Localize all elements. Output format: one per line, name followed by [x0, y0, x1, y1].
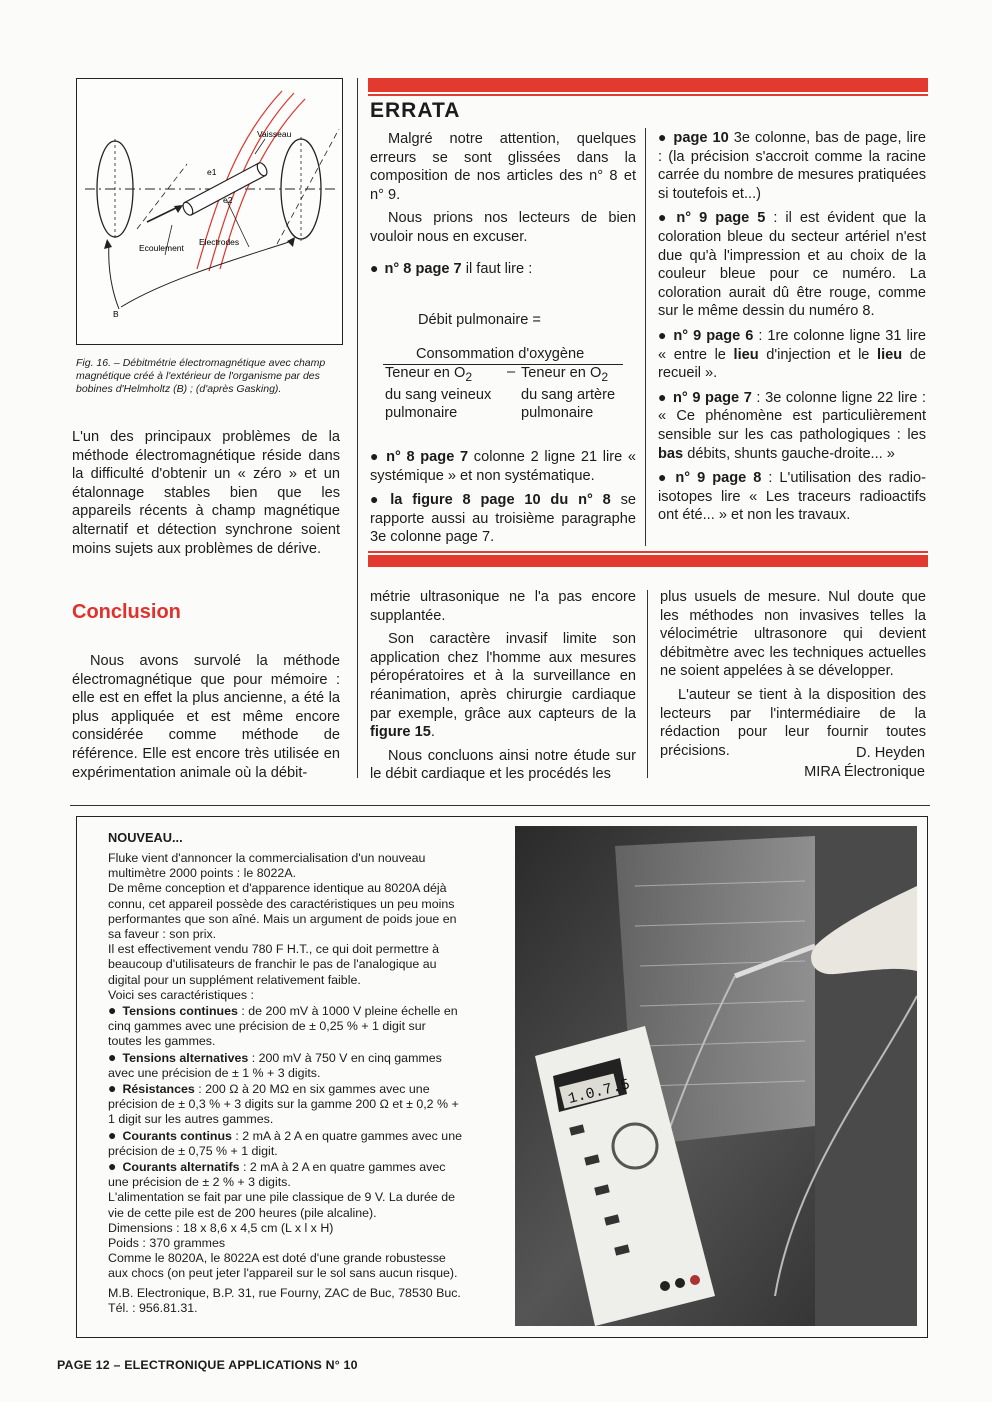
middle-paragraph-2-b: . [430, 724, 435, 741]
left-paragraph-2: Nous avons survolé la méthode électromagnétique que pour mémoire : elle est en effet la plus ancienne, a été la plus appliquée et est même encore considérée comme méthode de référence. Elle est encore très utilisée en expérimentation animale où la débit- [72, 653, 340, 781]
left-paragraph-1: L'un des principaux problèmes de la méthode électromagnétique réside dans la difficulté d'obtenir un « zéro » et un étalonnage stables bien que les appareils récents à champ magnétique alternatif et détection synchrone soient moins sujets aux problèmes de dérive. [72, 429, 340, 557]
errata-item-5-ref: n° 9 page 5 [676, 210, 766, 227]
errata-item-6-b1: lieu [733, 346, 759, 363]
den-right-3: pulmonaire [521, 404, 594, 421]
spec-ac-current-label: Courants alternatifs [122, 1160, 240, 1175]
errata-item-3-text: se rapporte aussi au troisième paragraphe 3e colonne page 7. [370, 492, 636, 546]
errata-item-3 [370, 490, 636, 547]
middle-paragraph-2-bold: figure 15 [370, 724, 431, 741]
middle-paragraph-2 [370, 630, 636, 742]
right-column [660, 588, 926, 765]
den-left-3: pulmonaire [385, 404, 458, 421]
errata-item-1 [370, 259, 636, 279]
errata-intro-1: Malgré notre attention, quelques erreurs se sont glissées dans la composition de nos articles des n° 8 et n° 9. [370, 131, 636, 203]
nouveau-p9: M.B. Electronique, B.P. 31, rue Fourny, ZAC de Buc, 78530 Buc. Tél. : 956.81.31. [108, 1285, 461, 1315]
nouveau-p3: Il est effectivement vendu 780 F H.T., ce qui doit permettre à beaucoup d'utilisateurs de franchir le pas de l'analogique au digital pour un supplément relativement faible. [108, 942, 440, 987]
formula-minus: – [507, 364, 516, 380]
nouveau-text [108, 851, 462, 1316]
errata-item-7-ref: n° 9 page 7 [673, 389, 752, 406]
middle-paragraph-1: métrie ultrasonique ne l'a pas encore supplantée. [370, 589, 636, 624]
spec-ac-current [108, 1159, 462, 1190]
errata-column-rule [645, 128, 646, 546]
section-divider [70, 805, 930, 806]
nouveau-p7: Poids : 370 grammes [108, 1236, 226, 1251]
errata-item-7-a: : 3e colonne ligne 22 lire : « Ce phénomène est particulièrement sensible sur les cas pathologiques : les [658, 389, 926, 443]
label-vaisseau: Vaisseau [257, 129, 292, 139]
formula-den-right [521, 364, 615, 422]
errata-item-5 [658, 208, 926, 321]
nouveau-p8: Comme le 8020A, le 8022A est doté d'une grande robustesse aux chocs (on peut jeter l'appareil sur le sol sans aucun risque). [108, 1251, 458, 1281]
column-rule-2 [647, 590, 648, 778]
den-left-2: du sang veineux [385, 386, 492, 403]
errata-item-7 [658, 388, 926, 463]
den-right-2: du sang artère [521, 386, 616, 403]
spec-dc-voltage-text: : de 200 mV à 1000 V pleine échelle en cinq gammes avec une précision de ± 0,25 % + 1 digit sur toutes les gammes. [108, 1004, 458, 1049]
author-company: MIRA Électronique [804, 764, 925, 780]
helmholtz-diagram [77, 79, 342, 344]
den-right-1: Teneur en O [521, 365, 602, 381]
errata-item-4-ref: page 10 [673, 130, 729, 146]
column-rule-1 [357, 78, 358, 778]
errata-item-6 [658, 326, 926, 383]
errata-item-4 [658, 128, 926, 203]
right-paragraph-2: L'auteur se tient à la disposition des lecteurs par l'intermédiaire de la rédaction pour leur fournir toutes précisions. [660, 686, 926, 759]
spec-resistance [108, 1081, 462, 1128]
errata-title: ERRATA [370, 99, 461, 122]
spec-ac-voltage [108, 1050, 462, 1081]
errata-item-6-b: d'injection et le [758, 346, 878, 363]
figure-box [76, 78, 343, 345]
spec-dc-current-label: Courants continus [122, 1128, 232, 1143]
errata-item-1-ref: n° 8 page 7 [384, 260, 462, 277]
den-left-1: Teneur en O [385, 365, 466, 381]
middle-paragraph-2-a: Son caractère invasif limite son application chez l'homme aux mesures péropératoires et à la surveillance en réanimation, après chirurgie cardiaque par exemple, grâce aux capteurs de la [370, 631, 636, 722]
errata-bottom-bar [368, 555, 928, 567]
conclusion-heading: Conclusion [72, 601, 181, 623]
den-right-sub: 2 [601, 369, 609, 384]
errata-item-6-ref: n° 9 page 6 [673, 327, 754, 344]
formula-den-left [385, 364, 491, 422]
den-left-sub: 2 [465, 369, 473, 384]
right-paragraph-1: plus usuels de mesure. Nul doute que les méthodes non invasives telles la vélocimétrie ultrasonore qui devient débitmètre avec les techniques actuelles ne soient appelées à se développer. [660, 589, 926, 680]
spec-ac-voltage-label: Tensions alternatives [122, 1050, 249, 1065]
multimeter-photo [515, 826, 917, 1326]
errata-item-8 [658, 468, 926, 525]
errata-item-6-a: : 1re colonne ligne 31 lire « entre le [658, 327, 926, 363]
errata-right [658, 128, 926, 530]
errata-item-5-text: : il est évident que la coloration bleue du secteur artériel n'est due qu'à l'impression et au choix de la couleur bleue pour ce numéro. La coloration aurait dû être rouge, comme sur le même dessin du numéro 8. [658, 210, 926, 320]
errata-left-lower [370, 447, 636, 552]
middle-paragraph-3: Nous concluons ainsi notre étude sur le débit cardiaque et les procédés les [370, 747, 636, 783]
errata-item-4-text: 3e colonne, bas de page, lire : (la précision s'accroit comme la racine carrée du nombre de mesures pratiquées si toutefois et...) [658, 130, 926, 202]
errata-item-2-text: colonne 2 ligne 21 lire « systémique » et non systématique. [370, 449, 636, 484]
errata-item-2-ref: n° 8 page 7 [386, 449, 469, 465]
errata-bottom-line [368, 551, 928, 553]
errata-item-6-b2: lieu [877, 346, 903, 363]
label-ecoulement: Ecoulement [139, 243, 184, 253]
spec-dc-current-text: : 2 mA à 2 A en quatre gammes avec une précision de ± 0,75 % + 1 digit. [108, 1128, 462, 1158]
label-electrodes: Electrodes [199, 237, 240, 247]
spec-resistance-label: Résistances [122, 1082, 195, 1097]
spec-ac-current-text: : 2 mA à 2 A en quatre gammes avec une précision de ± 2 % + 3 digits. [108, 1160, 446, 1190]
photo-illustration [515, 826, 917, 1326]
formula-numerator: Consommation d'oxygène [416, 346, 585, 362]
meter-display: 1.0.7.5 [566, 1076, 632, 1108]
errata-top-line [368, 94, 928, 96]
nouveau-title: NOUVEAU... [108, 830, 183, 845]
nouveau-p6: Dimensions : 18 x 8,6 x 4,5 cm (L x l x H) [108, 1220, 334, 1235]
middle-column [370, 588, 636, 789]
spec-dc-current [108, 1128, 462, 1159]
spec-resistance-text: : 200 Ω à 20 MΩ en six gammes avec une précision de ± 0,3 % + 3 digits sur la gamme 200 Ω et ± 0,2 % + 1 digit sur les autres gammes. [108, 1082, 459, 1127]
label-b: B [113, 309, 119, 319]
spec-ac-voltage-text: : 200 mV à 750 V en cinq gammes avec une précision de ± 1 % + 3 digits. [108, 1050, 442, 1080]
errata-item-7-b: débits, shunts gauche-droite... » [683, 445, 895, 462]
spec-dc-voltage [108, 1003, 462, 1050]
errata-item-6-c: de recueil ». [658, 346, 926, 382]
errata-item-2 [370, 447, 636, 485]
errata-top-bar [368, 78, 928, 92]
errata-item-8-ref: n° 9 page 8 [675, 470, 762, 487]
errata-item-8-text: : L'utilisation des radio-isotopes lire « Les traceurs radioactifs ont été... » et non les travaux. [658, 470, 926, 524]
nouveau-p2: De même conception et d'apparence identique au 8020A déjà connu, cet appareil possède des caractéristiques un peu moins performantes que son aîné. Mais un argument de poids joue en sa faveur : son prix. [108, 881, 457, 942]
formula-lhs: Débit pulmonaire = [418, 312, 541, 328]
spec-dc-voltage-label: Tensions continues [122, 1004, 238, 1019]
nouveau-p1: Fluke vient d'annoncer la commercialisation d'un nouveau multimètre 2000 points : le 8022A. [108, 851, 426, 881]
errata-item-7-bold: bas [658, 445, 684, 462]
errata-item-3-ref: la figure 8 page 10 du n° 8 [390, 492, 611, 509]
page-footer: PAGE 12 – ELECTRONIQUE APPLICATIONS N° 10 [57, 1358, 358, 1372]
errata-item-1-text: il faut lire : [461, 260, 533, 277]
label-e2: e2 [223, 195, 233, 205]
nouveau-p4: Voici ses caractéristiques : [108, 987, 254, 1002]
nouveau-p5: L'alimentation se fait par une pile classique de 9 V. La durée de vie de cette pile est de 200 heures (pile alcaline). [108, 1190, 456, 1220]
figure-caption: Fig. 16. – Débitmétrie électromagnétique avec champ magnétique créé à l'extérieur de l'organisme par des bobines d'Helmholtz (B) ; (d'après Gasking). [76, 357, 326, 396]
errata-left [370, 130, 636, 283]
label-e1: e1 [207, 167, 217, 177]
author-name: D. Heyden [856, 745, 925, 761]
errata-intro-2: Nous prions nos lecteurs de bien vouloir nous en excuser. [370, 210, 636, 245]
